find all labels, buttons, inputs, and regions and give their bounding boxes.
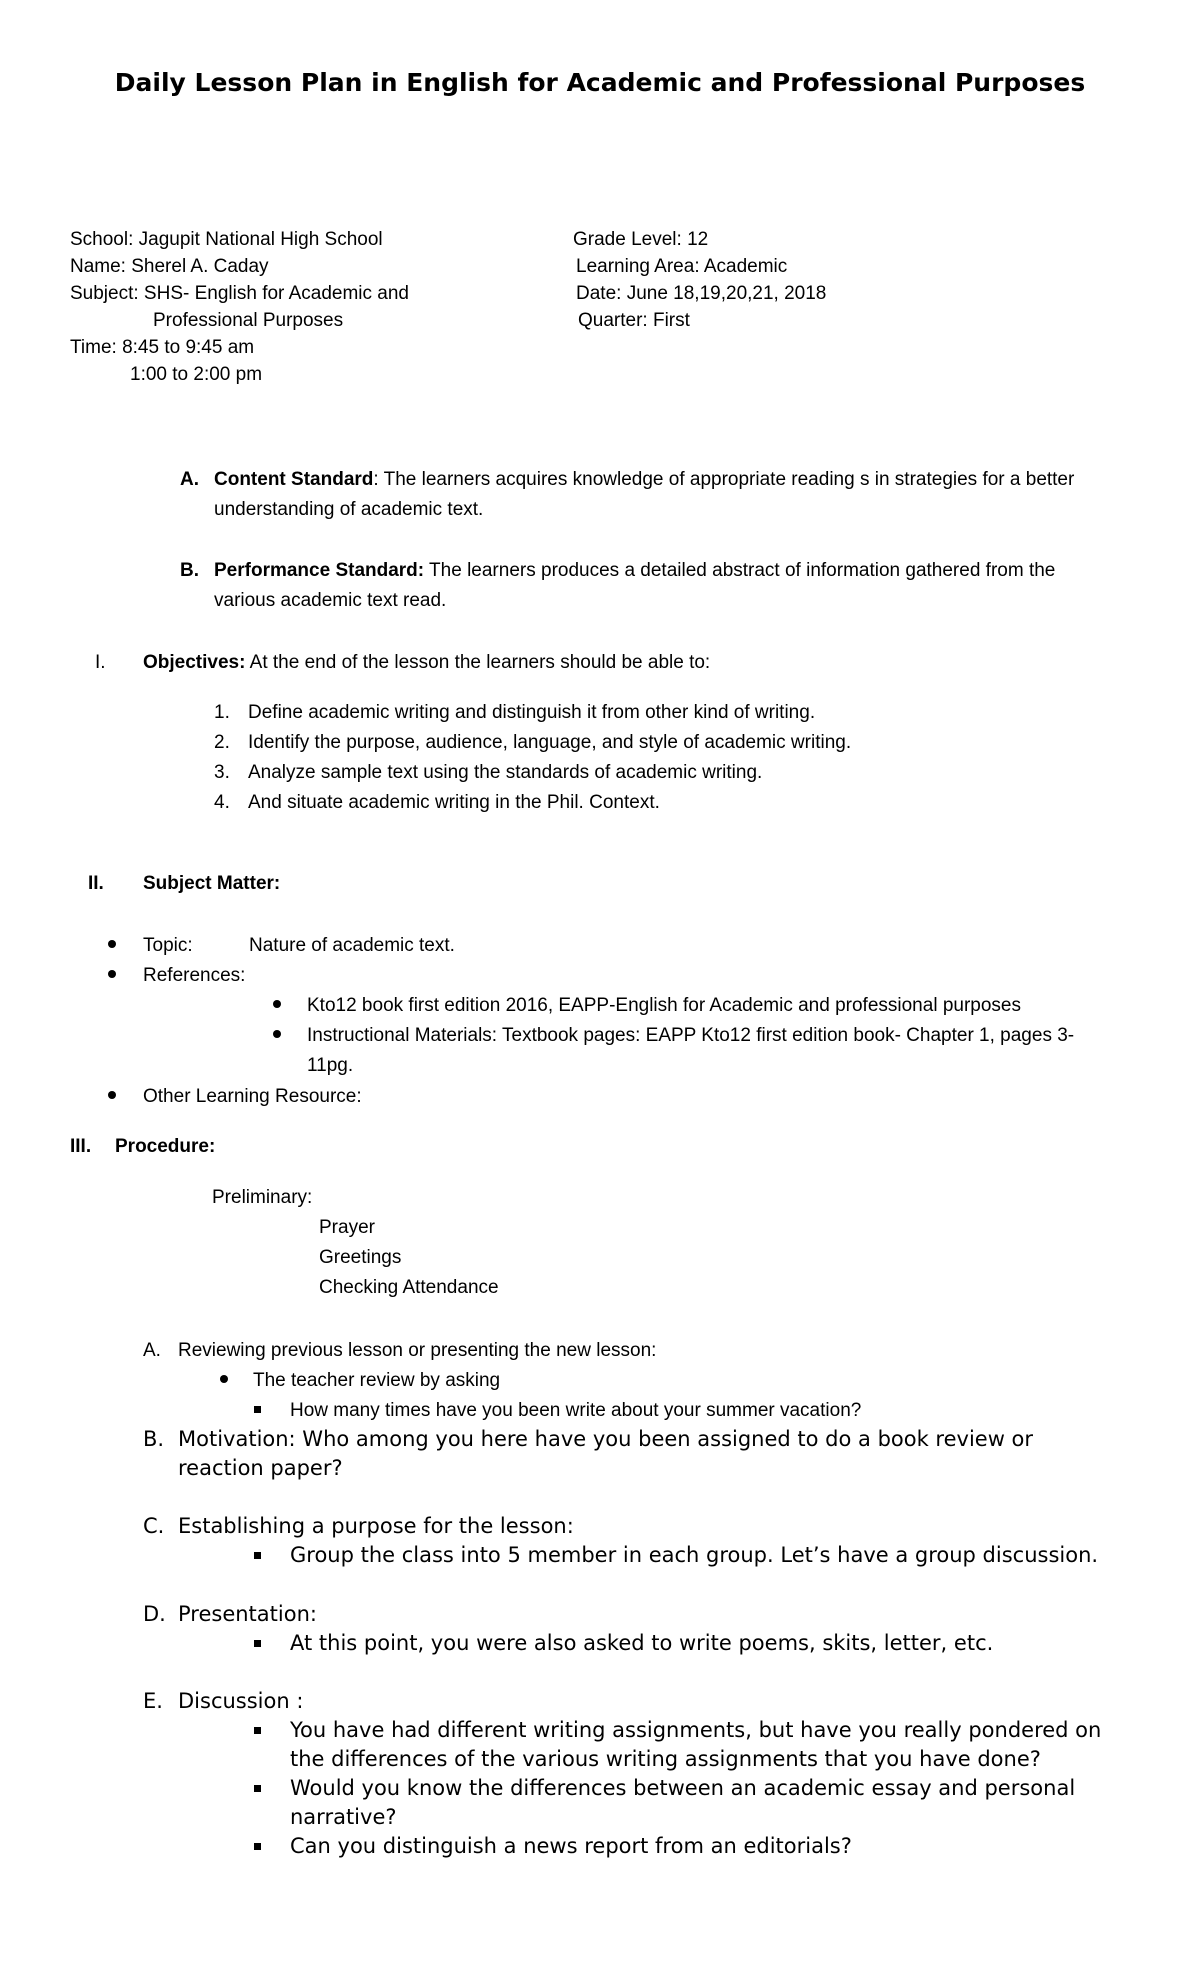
step-b-marker: B. bbox=[143, 1427, 165, 1451]
bullet-icon bbox=[108, 1091, 116, 1099]
content-standard-marker: A. bbox=[180, 469, 199, 490]
objectives-label: Objectives: bbox=[143, 652, 246, 673]
square-bullet-icon bbox=[254, 1727, 261, 1734]
name-field: Name: Sherel A. Caday bbox=[70, 256, 269, 277]
preliminary-item: Greetings bbox=[319, 1247, 402, 1268]
step-c-sub: Group the class into 5 member in each group. Let’s have a group discussion. bbox=[290, 1543, 1099, 1567]
square-bullet-icon bbox=[254, 1406, 261, 1413]
square-bullet-icon bbox=[254, 1785, 261, 1792]
square-bullet-icon bbox=[254, 1640, 261, 1647]
content-standard bbox=[214, 465, 1074, 495]
other-resource: Other Learning Resource: bbox=[143, 1086, 362, 1107]
step-a-bullet: The teacher review by asking bbox=[253, 1370, 501, 1391]
objectives-intro: At the end of the lesson the learners should be able to: bbox=[245, 652, 711, 673]
step-a-text: Reviewing previous lesson or presenting the new lesson: bbox=[178, 1340, 657, 1361]
step-c-marker: C. bbox=[143, 1514, 165, 1538]
step-e-sub-cont: the differences of the various writing assignments that you have done? bbox=[290, 1747, 1041, 1771]
procedure-marker: III. bbox=[70, 1136, 92, 1157]
school-field: School: Jagupit National High School bbox=[70, 229, 383, 250]
bullet-icon bbox=[220, 1375, 228, 1383]
step-d-sub: At this point, you were also asked to write poems, skits, letter, etc. bbox=[290, 1631, 994, 1655]
square-bullet-icon bbox=[254, 1843, 261, 1850]
content-standard-cont: understanding of academic text. bbox=[214, 499, 484, 520]
step-a-sub: How many times have you been write about your summer vacation? bbox=[290, 1400, 862, 1421]
bullet-icon bbox=[273, 1030, 281, 1038]
step-a-marker: A. bbox=[143, 1340, 161, 1361]
step-e-sub: Can you distinguish a news report from an editorials? bbox=[290, 1834, 852, 1858]
step-c-text: Establishing a purpose for the lesson: bbox=[178, 1514, 574, 1538]
objective-item: Analyze sample text using the standards of academic writing. bbox=[248, 762, 763, 783]
date-field: Date: June 18,19,20,21, 2018 bbox=[576, 283, 827, 304]
square-bullet-icon bbox=[254, 1552, 261, 1559]
content-standard-label: Content Standard bbox=[214, 469, 374, 490]
bullet-icon bbox=[108, 970, 116, 978]
subject-matter-label: Subject Matter: bbox=[143, 873, 281, 894]
step-e-text: Discussion : bbox=[178, 1689, 304, 1713]
performance-standard-cont: various academic text read. bbox=[214, 590, 447, 611]
step-d-text: Presentation: bbox=[178, 1602, 317, 1626]
step-e-marker: E. bbox=[143, 1689, 163, 1713]
objective-item: Identify the purpose, audience, language, and style of academic writing. bbox=[248, 732, 852, 753]
quarter-field: Quarter: First bbox=[578, 310, 690, 331]
objective-item: And situate academic writing in the Phil. Context. bbox=[248, 792, 660, 813]
subject-field: Subject: SHS- English for Academic and bbox=[70, 283, 410, 304]
time-field: Time: 8:45 to 9:45 am bbox=[70, 337, 255, 358]
objective-number: 3. bbox=[214, 762, 230, 783]
subject-field-cont: Professional Purposes bbox=[153, 310, 344, 331]
reference-item: Kto12 book first edition 2016, EAPP-English for Academic and professional purposes bbox=[307, 995, 1021, 1016]
performance-standard-text: The learners produces a detailed abstract of information gathered from the bbox=[424, 560, 1056, 581]
step-b-text-cont: reaction paper? bbox=[178, 1456, 343, 1480]
topic-value: Nature of academic text. bbox=[249, 935, 455, 956]
preliminary-label: Preliminary: bbox=[212, 1187, 313, 1208]
time-field-cont: 1:00 to 2:00 pm bbox=[130, 364, 263, 385]
preliminary-item: Prayer bbox=[319, 1217, 375, 1238]
bullet-icon bbox=[108, 940, 116, 948]
performance-standard bbox=[214, 556, 1055, 586]
performance-standard-label: Performance Standard: bbox=[214, 560, 425, 581]
step-e-sub-cont: narrative? bbox=[290, 1805, 397, 1829]
grade-field: Grade Level: 12 bbox=[573, 229, 709, 250]
step-e-sub: Would you know the differences between an academic essay and personal bbox=[290, 1776, 1076, 1800]
objective-number: 2. bbox=[214, 732, 230, 753]
reference-item: Instructional Materials: Textbook pages: EAPP Kto12 first edition book- Chapter 1, pages 3- bbox=[307, 1025, 1075, 1046]
area-field: Learning Area: Academic bbox=[576, 256, 788, 277]
topic-label: Topic: bbox=[143, 935, 193, 956]
objective-number: 4. bbox=[214, 792, 230, 813]
subject-matter-marker: II. bbox=[88, 873, 104, 894]
references-label: References: bbox=[143, 965, 246, 986]
objective-item: Define academic writing and distinguish it from other kind of writing. bbox=[248, 702, 816, 723]
reference-item-cont: 11pg. bbox=[307, 1055, 354, 1076]
objectives-marker: I. bbox=[95, 652, 106, 673]
step-e-sub: You have had different writing assignments, but have you really pondered on bbox=[290, 1718, 1102, 1742]
step-b-text: Motivation: Who among you here have you been assigned to do a book review or bbox=[178, 1427, 1034, 1451]
content-standard-text: : The learners acquires knowledge of appropriate reading s in strategies for a better bbox=[373, 469, 1075, 490]
objectives-heading bbox=[143, 648, 710, 678]
objective-number: 1. bbox=[214, 702, 230, 723]
bullet-icon bbox=[273, 1000, 281, 1008]
procedure-label: Procedure: bbox=[115, 1136, 216, 1157]
preliminary-item: Checking Attendance bbox=[319, 1277, 499, 1298]
step-d-marker: D. bbox=[143, 1602, 166, 1626]
performance-standard-marker: B. bbox=[180, 560, 199, 581]
page-title: Daily Lesson Plan in English for Academic and Professional Purposes bbox=[114, 68, 1086, 97]
